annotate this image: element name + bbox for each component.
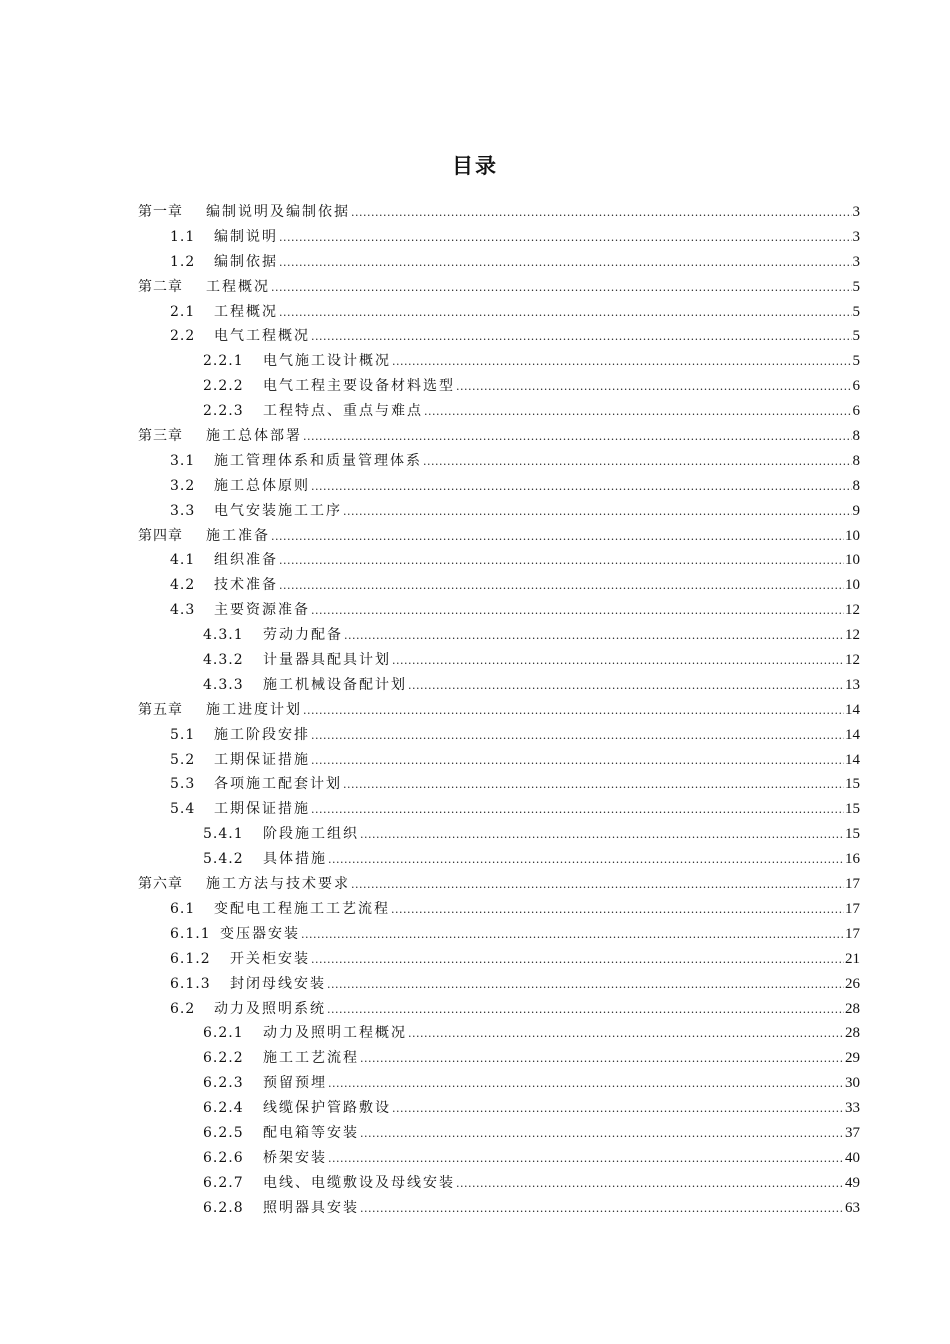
toc-entry-number: 第三章	[138, 428, 183, 445]
toc-entry-number: 1.2	[170, 253, 196, 270]
toc-entry[interactable]	[170, 449, 860, 474]
toc-leader-dots	[279, 301, 852, 326]
toc-entry-number: 5.4	[170, 801, 196, 818]
toc-entry-number: 6.2.7	[203, 1174, 244, 1191]
toc-entry-page-number: 9	[852, 502, 860, 519]
toc-entry-page-number: 8	[852, 428, 860, 445]
toc-entry-number: 6.1.1	[170, 925, 211, 942]
toc-entry-title: 施工方法与技术要求	[206, 876, 350, 893]
toc-entry-title: 工程概况	[206, 278, 270, 295]
toc-entry-page-number: 16	[845, 851, 860, 868]
toc-entry-number: 6.2.2	[203, 1050, 244, 1067]
toc-entry-title: 电气施工设计概况	[263, 353, 391, 370]
toc-entry-title: 电线、电缆敷设及母线安装	[263, 1174, 455, 1191]
toc-entry-page-number: 8	[852, 452, 860, 469]
toc-entry-title: 各项施工配套计划	[214, 776, 342, 793]
toc-entry-title: 计量器具配具计划	[263, 652, 391, 669]
toc-entry-page-number: 5	[852, 278, 860, 295]
toc-entry-number: 5.2	[170, 751, 196, 768]
toc-entry[interactable]	[170, 548, 860, 573]
toc-entry-number: 4.3	[170, 602, 196, 619]
toc-entry[interactable]	[138, 275, 860, 300]
toc-entry-number: 3.3	[170, 502, 196, 519]
toc-entry-page-number: 12	[845, 652, 860, 669]
toc-entry-title: 施工阶段安排	[214, 726, 310, 743]
toc-entry-number: 2.2.3	[203, 403, 244, 420]
toc-entry-number: 第六章	[138, 876, 183, 893]
toc-entry-number: 4.3.3	[203, 676, 244, 693]
toc-entry-page-number: 6	[852, 378, 860, 395]
toc-entry[interactable]	[170, 897, 860, 922]
toc-leader-dots	[311, 749, 844, 774]
toc-entry-page-number: 30	[845, 1075, 860, 1092]
toc-entry-number: 6.2.5	[203, 1124, 244, 1141]
toc-leader-dots	[351, 873, 844, 898]
toc-entry[interactable]	[170, 573, 860, 598]
toc-entry-title: 施工总体原则	[214, 477, 310, 494]
toc-entry-page-number: 15	[845, 826, 860, 843]
toc-entry-title: 技术准备	[214, 577, 278, 594]
toc-entry[interactable]	[138, 698, 860, 723]
toc-entry-page-number: 5	[852, 303, 860, 320]
toc-entry[interactable]	[170, 499, 860, 524]
toc-entry[interactable]	[203, 847, 860, 872]
toc-entry-page-number: 17	[845, 900, 860, 917]
toc-leader-dots	[351, 201, 852, 226]
toc-entry[interactable]	[203, 374, 860, 399]
toc-entry-page-number: 12	[845, 627, 860, 644]
toc-leader-dots	[360, 1047, 844, 1072]
toc-entry-title: 电气工程概况	[214, 328, 310, 345]
toc-entry-page-number: 5	[852, 328, 860, 345]
toc-entry[interactable]	[138, 200, 860, 225]
toc-entry[interactable]	[138, 524, 860, 549]
toc-leader-dots	[392, 649, 844, 674]
toc-leader-dots	[456, 1172, 844, 1197]
toc-leader-dots	[360, 1122, 844, 1147]
toc-entry-title: 施工总体部署	[206, 428, 302, 445]
toc-entry-page-number: 3	[852, 253, 860, 270]
toc-entry-page-number: 63	[845, 1199, 860, 1216]
toc-leader-dots	[279, 549, 844, 574]
toc-entry-number: 6.1.3	[170, 975, 211, 992]
toc-entry-number: 2.2	[170, 328, 196, 345]
toc-entry-title: 照明器具安装	[263, 1199, 359, 1216]
toc-entry-title: 电气工程主要设备材料选型	[263, 378, 455, 395]
toc-entry-number: 6.1.2	[170, 950, 211, 967]
toc-entry-title: 施工进度计划	[206, 701, 302, 718]
toc-entry-number: 3.1	[170, 452, 196, 469]
toc-leader-dots	[424, 400, 852, 425]
toc-entry[interactable]	[170, 797, 860, 822]
toc-entry-title: 变配电工程施工工艺流程	[214, 900, 390, 917]
toc-entry[interactable]	[203, 1196, 860, 1221]
toc-entry[interactable]	[170, 922, 860, 947]
toc-entry[interactable]	[170, 324, 860, 349]
toc-entry[interactable]	[203, 1046, 860, 1071]
toc-entry-page-number: 10	[845, 527, 860, 544]
toc-entry-number: 6.2.8	[203, 1199, 244, 1216]
toc-entry-page-number: 3	[852, 204, 860, 220]
toc-entry-number: 6.2.3	[203, 1075, 244, 1092]
toc-entry[interactable]	[170, 598, 860, 623]
toc-entry-number: 2.2.1	[203, 353, 244, 370]
toc-entry[interactable]	[203, 648, 860, 673]
toc-entry-title: 主要资源准备	[214, 602, 310, 619]
toc-leader-dots	[392, 350, 852, 375]
toc-entry-title: 封闭母线安装	[230, 975, 326, 992]
toc-title: 目录	[452, 154, 498, 178]
toc-entry-title: 配电箱等安装	[263, 1124, 359, 1141]
toc-entry-page-number: 15	[845, 776, 860, 793]
toc-entry-page-number: 33	[845, 1100, 860, 1117]
toc-entry-number: 5.1	[170, 726, 196, 743]
toc-entry-number: 4.1	[170, 552, 196, 569]
toc-entry-page-number: 10	[845, 552, 860, 569]
toc-entry-page-number: 26	[845, 975, 860, 992]
toc-leader-dots	[279, 226, 852, 251]
toc-entry-number: 6.2	[170, 1000, 196, 1017]
toc-entry-title: 具体措施	[263, 851, 327, 868]
toc-entry[interactable]	[170, 474, 860, 499]
toc-entry[interactable]	[203, 399, 860, 424]
toc-entry-title: 施工机械设备配计划	[263, 676, 407, 693]
toc-entry-number: 4.3.1	[203, 627, 244, 644]
toc-leader-dots	[311, 798, 844, 823]
toc-leader-dots	[327, 973, 844, 998]
toc-leader-dots	[343, 500, 852, 525]
toc-entry-number: 4.3.2	[203, 652, 244, 669]
toc-entry-page-number: 8	[852, 477, 860, 494]
toc-entry[interactable]	[170, 723, 860, 748]
toc-leader-dots	[360, 1197, 844, 1222]
toc-entry-number: 第五章	[138, 701, 183, 718]
toc-leader-dots	[328, 848, 844, 873]
toc-entry[interactable]	[138, 872, 860, 897]
toc-entry[interactable]	[203, 349, 860, 374]
toc-entry[interactable]	[203, 1121, 860, 1146]
toc-entry-number: 6.2.4	[203, 1100, 244, 1117]
toc-leader-dots	[344, 624, 844, 649]
toc-entry-number: 6.2.6	[203, 1149, 244, 1166]
toc-entry[interactable]	[170, 300, 860, 325]
toc-entry-page-number: 12	[845, 602, 860, 619]
toc-leader-dots	[271, 276, 852, 301]
toc-leader-dots	[360, 823, 844, 848]
toc-entry-page-number: 13	[845, 676, 860, 693]
toc-leader-dots	[279, 251, 852, 276]
toc-entry-title: 开关柜安装	[230, 950, 310, 967]
toc-entry-title: 编制说明及编制依据	[206, 204, 350, 220]
toc-entry[interactable]	[170, 947, 860, 972]
toc-entry-title: 线缆保护管路敷设	[263, 1100, 391, 1117]
toc-entry-page-number: 15	[845, 801, 860, 818]
toc-entry-page-number: 14	[845, 701, 860, 718]
toc-entry-title: 编制说明	[214, 228, 278, 245]
toc-leader-dots	[279, 574, 844, 599]
toc-leader-dots	[311, 724, 844, 749]
toc-entry-title: 组织准备	[214, 552, 278, 569]
toc-entry-page-number: 14	[845, 751, 860, 768]
toc-entry-page-number: 3	[852, 228, 860, 245]
toc-entry[interactable]	[170, 225, 860, 250]
toc-entry-title: 桥架安装	[263, 1149, 327, 1166]
toc-entry-page-number: 21	[845, 950, 860, 967]
toc-entry-number: 第四章	[138, 527, 183, 544]
toc-entry-title: 动力及照明系统	[214, 1000, 326, 1017]
toc-entry[interactable]	[203, 1096, 860, 1121]
toc-entry-number: 3.2	[170, 477, 196, 494]
toc-entry-number: 2.1	[170, 303, 196, 320]
toc-entry-title: 工期保证措施	[214, 801, 310, 818]
toc-leader-dots	[311, 948, 844, 973]
toc-leader-dots	[456, 375, 852, 400]
toc-entry-number: 6.1	[170, 900, 196, 917]
toc-entry-title: 施工管理体系和质量管理体系	[214, 452, 422, 469]
toc-entry[interactable]	[203, 1171, 860, 1196]
toc-entry-title: 施工准备	[206, 527, 270, 544]
toc-entry-title: 编制依据	[214, 253, 278, 270]
toc-entry[interactable]	[170, 772, 860, 797]
toc-entry-page-number: 40	[845, 1149, 860, 1166]
toc-leader-dots	[392, 1097, 844, 1122]
toc-entry-title: 动力及照明工程概况	[263, 1025, 407, 1042]
toc-entry[interactable]	[170, 972, 860, 997]
toc-leader-dots	[311, 599, 844, 624]
toc-entry-page-number: 28	[845, 1000, 860, 1017]
toc-entry-title: 预留预埋	[263, 1075, 327, 1092]
toc-entry[interactable]	[170, 250, 860, 275]
table-of-contents	[0, 200, 950, 1221]
toc-leader-dots	[328, 1072, 844, 1097]
toc-leader-dots	[327, 998, 844, 1023]
toc-entry[interactable]	[170, 997, 860, 1022]
toc-leader-dots	[301, 923, 844, 948]
toc-leader-dots	[311, 475, 852, 500]
toc-entry-page-number: 10	[845, 577, 860, 594]
toc-entry-title: 施工工艺流程	[263, 1050, 359, 1067]
toc-entry[interactable]	[170, 748, 860, 773]
toc-leader-dots	[328, 1147, 844, 1172]
toc-entry-page-number: 5	[852, 353, 860, 370]
toc-entry[interactable]	[203, 822, 860, 847]
toc-entry-title: 劳动力配备	[263, 627, 343, 644]
toc-entry-number: 5.3	[170, 776, 196, 793]
toc-entry-title: 变压器安装	[220, 925, 300, 942]
toc-entry-number: 5.4.1	[203, 826, 244, 843]
toc-entry-number: 1.1	[170, 228, 196, 245]
toc-entry-number: 第二章	[138, 278, 183, 295]
toc-entry-page-number: 14	[845, 726, 860, 743]
toc-entry[interactable]	[203, 1071, 860, 1096]
toc-entry-title: 工期保证措施	[214, 751, 310, 768]
toc-entry-number: 4.2	[170, 577, 196, 594]
toc-entry-title: 电气安装施工工序	[214, 502, 342, 519]
toc-entry-number: 5.4.2	[203, 851, 244, 868]
toc-leader-dots	[311, 325, 852, 350]
toc-leader-dots	[303, 425, 852, 450]
toc-entry-page-number: 37	[845, 1124, 860, 1141]
toc-leader-dots	[423, 450, 852, 475]
toc-entry-number: 2.2.2	[203, 378, 244, 395]
toc-leader-dots	[408, 1022, 844, 1047]
toc-leader-dots	[408, 674, 844, 699]
toc-entry-page-number: 17	[845, 876, 860, 893]
toc-entry-page-number: 28	[845, 1025, 860, 1042]
toc-leader-dots	[391, 898, 844, 923]
toc-leader-dots	[343, 773, 844, 798]
toc-entry-number: 第一章	[138, 204, 183, 220]
toc-entry[interactable]	[138, 424, 860, 449]
toc-entry-number: 6.2.1	[203, 1025, 244, 1042]
toc-entry-page-number: 29	[845, 1050, 860, 1067]
toc-entry[interactable]	[203, 1146, 860, 1171]
toc-leader-dots	[271, 525, 844, 550]
toc-entry-title: 工程特点、重点与难点	[263, 403, 423, 420]
toc-entry-page-number: 17	[845, 925, 860, 942]
toc-entry-title: 工程概况	[214, 303, 278, 320]
toc-leader-dots	[303, 699, 844, 724]
toc-entry-page-number: 49	[845, 1174, 860, 1191]
toc-entry-page-number: 6	[852, 403, 860, 420]
toc-entry[interactable]	[203, 623, 860, 648]
toc-entry[interactable]	[203, 673, 860, 698]
toc-entry-title: 阶段施工组织	[263, 826, 359, 843]
toc-entry[interactable]	[203, 1021, 860, 1046]
